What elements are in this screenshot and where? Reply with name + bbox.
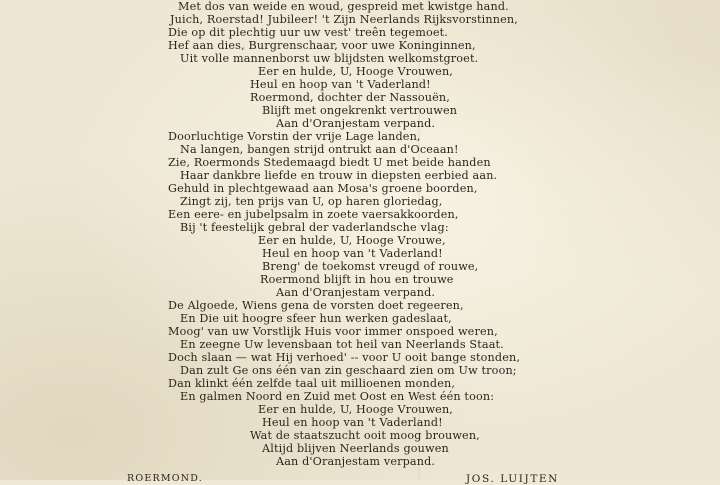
poem-line: Bij 't feestelijk gebral der vaderlandsche vlag: <box>180 221 449 234</box>
poem-line: Zingt zij, ten prijs van U, op haren gloriedag, <box>180 195 443 208</box>
footer-place: ROERMOND. <box>127 473 203 484</box>
poem-line: Heul en hoop van 't Vaderland! <box>262 416 443 429</box>
poem-line: Wat de staatszucht ooit moog brouwen, <box>250 429 480 442</box>
poem-line: Aan d'Oranjestam verpand. <box>276 455 436 468</box>
poem-line: Heul en hoop van 't Vaderland! <box>262 247 443 260</box>
poem-line: Eer en hulde, U, Hooge Vrouwen, <box>258 65 454 78</box>
poem-line: Doorluchtige Vorstin der vrije Lage landen, <box>168 130 421 143</box>
poem-line: Blijft met ongekrenkt vertrouwen <box>262 104 458 117</box>
footer-author: JOS. LUIJTEN <box>466 473 559 485</box>
poem-line: Breng' de toekomst vreugd of rouwe, <box>262 260 479 273</box>
poem-line: Juich, Roerstad! Jubileer! 't Zijn Neerlands Rijksvorstinnen, <box>170 13 518 26</box>
poem-line: Gehuld in plechtgewaad aan Mosa's groene boorden, <box>168 182 478 195</box>
poem-line: De Algoede, Wiens gena de vorsten doet regeeren, <box>168 299 464 312</box>
poem-line: Aan d'Oranjestam verpand. <box>276 286 436 299</box>
poem-line: Na langen, bangen strijd ontrukt aan d'Oceaan! <box>180 143 459 156</box>
poem-line: Eer en hulde, U, Hooge Vrouwe, <box>258 234 446 247</box>
poem-line: Haar dankbre liefde en trouw in diepsten eerbied aan. <box>180 169 498 182</box>
poem-line: Zie, Roermonds Stedemaagd biedt U met beide handen <box>168 156 491 169</box>
poem-line: Dan klinkt één zelfde taal uit millioenen monden, <box>168 377 456 390</box>
poem-line: Doch slaan — wat Hij verhoed' -- voor U ooit bange stonden, <box>168 351 521 364</box>
poem-line: Moog' van uw Vorstlijk Huis voor immer onspoed weren, <box>168 325 498 338</box>
poem-line: Roermond, dochter der Nassouën, <box>250 91 450 104</box>
poem-line: Een eere- en jubelpsalm in zoete vaersakkoorden, <box>168 208 459 221</box>
poem-line: En galmen Noord en Zuid met Oost en West één toon: <box>180 390 495 403</box>
poem-line: Hef aan dies, Burgrenschaar, voor uwe Koninginnen, <box>168 39 476 52</box>
poem-line: Altijd blijven Neerlands gouwen <box>262 442 449 455</box>
poem-line: En Die uit hoogre sfeer hun werken gadeslaat, <box>180 312 452 325</box>
poem-line: Dan zult Ge ons één van zin geschaard zien om Uw troon; <box>180 364 517 377</box>
poem-line: Eer en hulde, U, Hooge Vrouwen, <box>258 403 454 416</box>
poem-line: En zeegne Uw levensbaan tot heil van Neerlands Staat. <box>180 338 504 351</box>
poem-line: Aan d'Oranjestam verpand. <box>276 117 436 130</box>
poem-line: Heul en hoop van 't Vaderland! <box>250 78 431 91</box>
poem-line: Die op dit plechtig uur uw vest' treên tegemoet. <box>168 26 449 39</box>
poem-line: Met dos van weide en woud, gespreid met kwistge hand. <box>178 0 509 13</box>
poem-line: Uit volle mannenborst uw blijdsten welkomstgroet. <box>180 52 479 65</box>
poem-line: Roermond blijft in hou en trouwe <box>260 273 454 286</box>
